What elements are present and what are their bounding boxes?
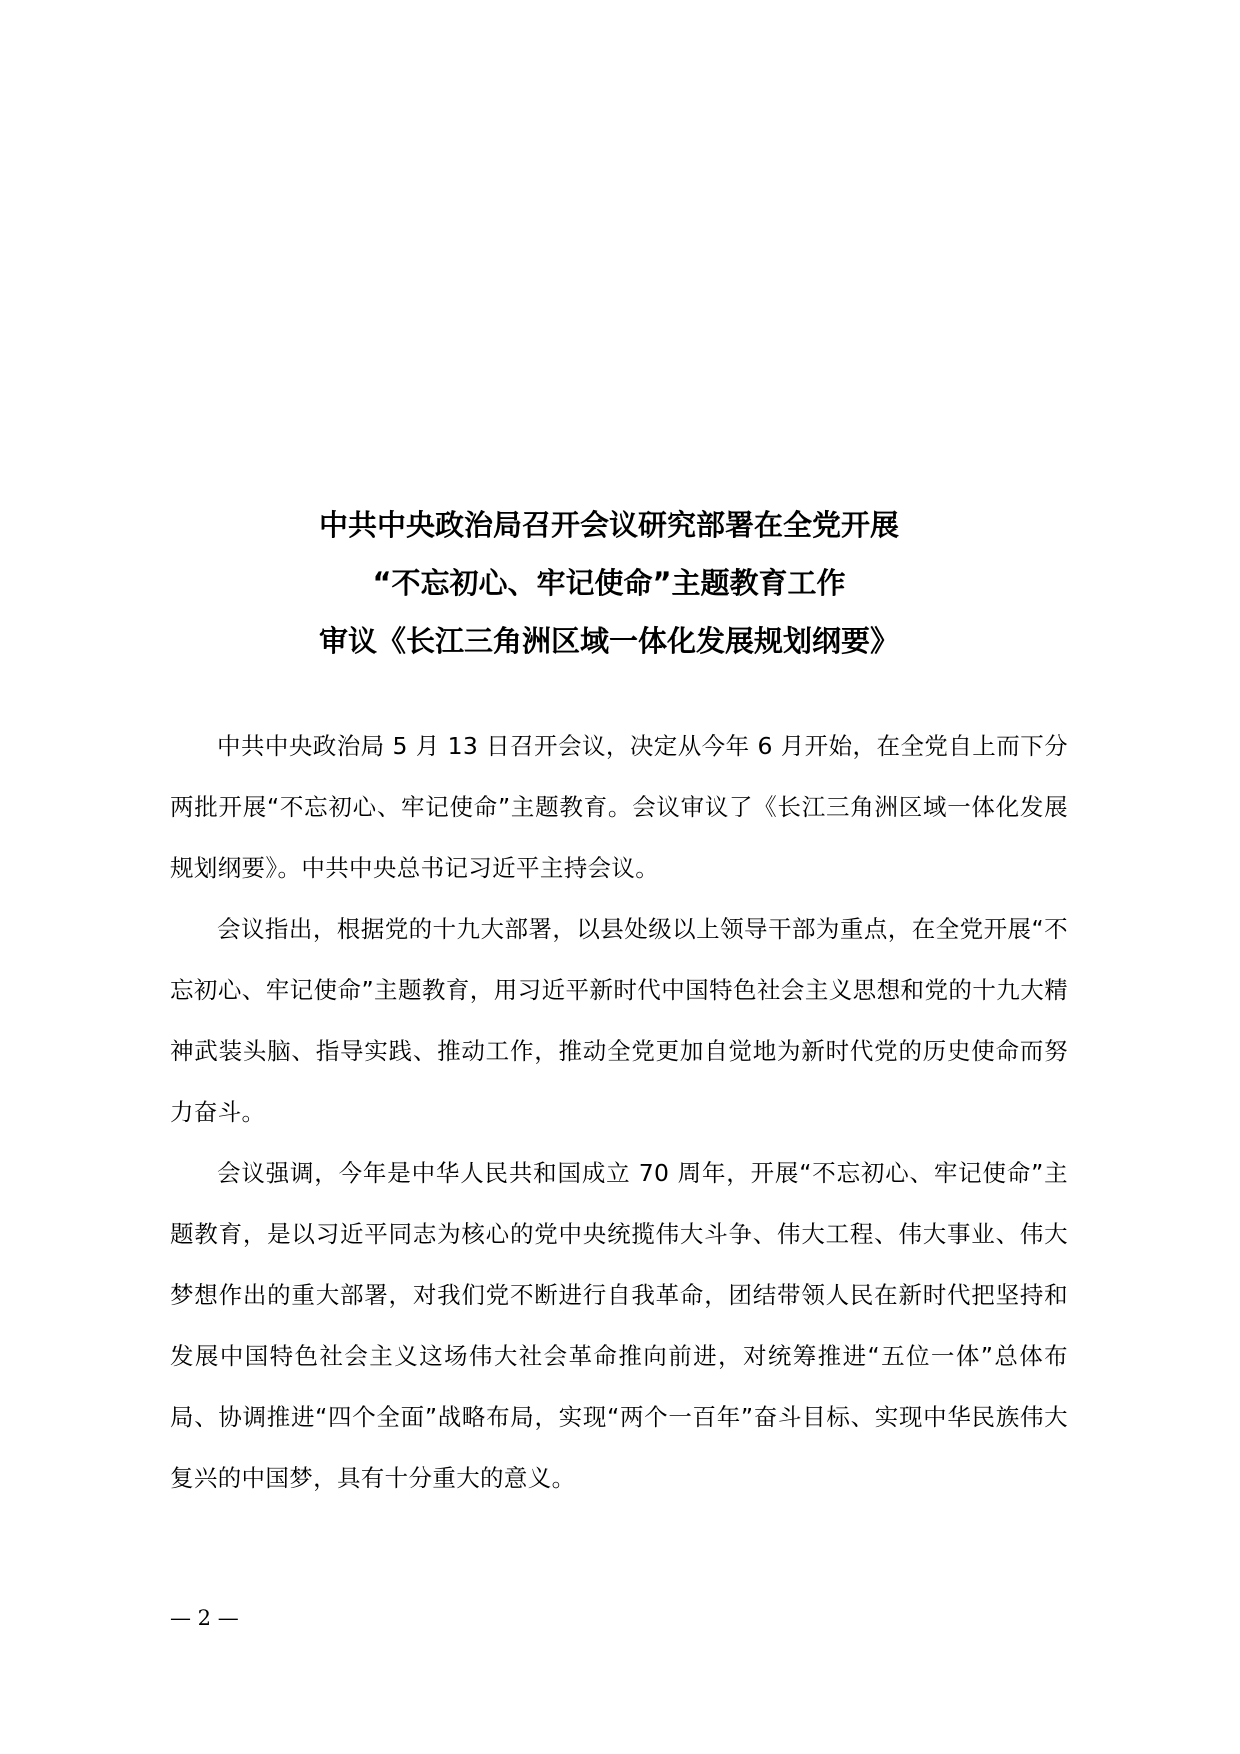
paragraph-meeting-emphasis: 会议强调，今年是中华人民共和国成立 70 周年，开展“不忘初心、牢记使命”主题教育，是以习近平同志为核心的党中央统揽伟大斗争、伟大工程、伟大事业、伟大梦想作出的重大部署，对我们党不断进行自我革命，团结带领人民在新时代把坚持和发展中国特色社会主义这场伟大社会革命推向前进，对统筹推进“五位一体”总体布局、协调推进“四个全面”战略布局，实现“两个一百年”奋斗目标、实现中华民族伟大复兴的中国梦，具有十分重大的意义。 (170, 1159, 1068, 1492)
document-title (150, 496, 1068, 670)
title-line-3: 审议《长江三角洲区域一体化发展规划纲要》 (318, 624, 899, 658)
title-line-2: “不忘初心、牢记使命”主题教育工作 (372, 566, 846, 600)
paragraph-meeting-points: 会议指出，根据党的十九大部署，以县处级以上领导干部为重点，在全党开展“不忘初心、牢记使命”主题教育，用习近平新时代中国特色社会主义思想和党的十九大精神武装头脑、指导实践、推动工作，推动全党更加自觉地为新时代党的历史使命而努力奋斗。 (170, 915, 1068, 1126)
page-number: — 2 — (170, 1606, 239, 1630)
title-line-1: 中共中央政治局召开会议研究部署在全党开展 (318, 508, 899, 542)
paragraph-meeting-decision: 中共中央政治局 5 月 13 日召开会议，决定从今年 6 月开始，在全党自上而下分两批开展“不忘初心、牢记使命”主题教育。会议审议了《长江三角洲区域一体化发展规划纲要》。中共中央总书记习近平主持会议。 (170, 732, 1068, 882)
document-body (170, 716, 1068, 1509)
